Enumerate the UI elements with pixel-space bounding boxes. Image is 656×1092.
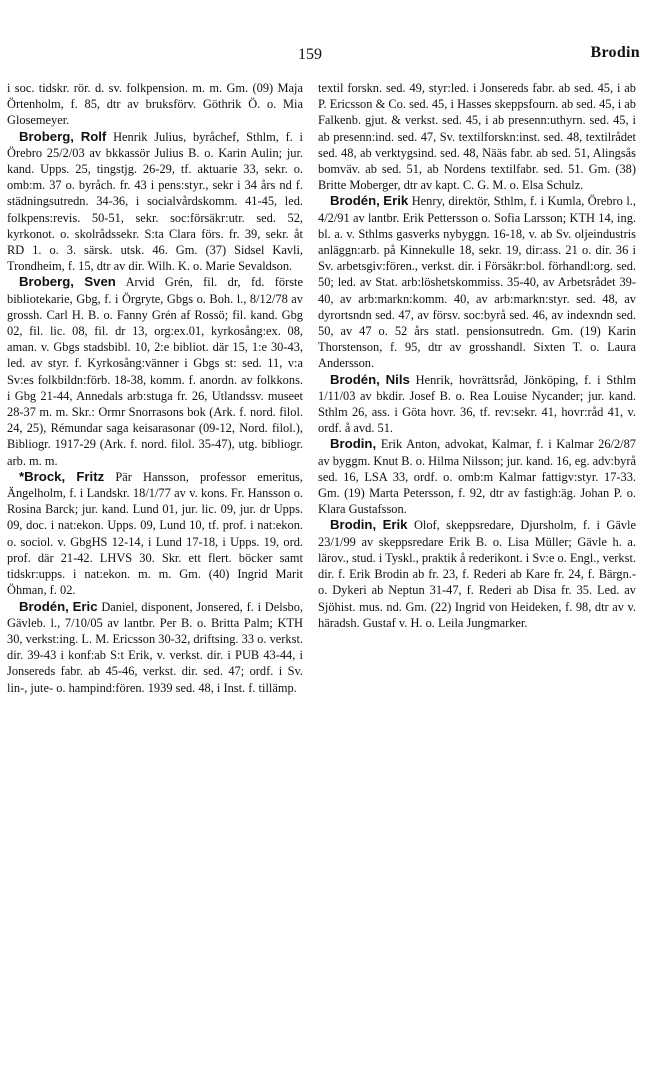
entry-given-name: Eric: [72, 598, 98, 614]
entry-given-name: Sven: [84, 274, 116, 290]
entry-text: Henry, direktör, Sthlm, f. i Kumla, Örebro l., 4/2/91 av lantbr. Erik Pettersson o. Sofia Larsson; KTH 14, ing. bl. a. v. Sthlms gasverks nybyggn. 16-18, v. ab Sv. oljeindustris anläggn:arb. på Kinnekulle 18, sekr. 19, dir:ass. 21 o. dir. 36 i Sv. arbetsgiv:fören., verkst. dir. i Försäkr:bol. förhandl:org. sed. 50; led. av Stat. arb:löshetskommiss. 35-40, av Arbetsrådet 39-40, av arb:markn:komm. 40, av arb:markn:styr. sed. 48, av dyrortsndn sed. 47, av försv. soc:byrå sed. 46, av indexndn sed. 50, av 47 o. 52 års statl. pensionsutredn. Gm. (19) Karin Thorstenson, f. 95, dtr av grosshandl. Sixten T. o. Laura Andersson.: [318, 194, 636, 371]
biography-entry: [7, 599, 303, 696]
entry-text: Erik Anton, advokat, Kalmar, f. i Kalmar 26/2/87 av byggm. Knut B. o. Hilma Nilsson; jur. kand. 16, eg. adv:byrå sed. 16, LSA 33, ordf. o. omb:m Kalmar fattigv:styr. 17-33. Gm. (19) Marta Petersson, f. 92, dtr av fastigh:äg. Johan P. o. Klara Gustafsson.: [318, 437, 636, 517]
biography-entry: [7, 469, 303, 599]
biography-entry: [7, 274, 303, 468]
biography-entry: [318, 372, 636, 437]
entry-surname: Brodén,: [19, 598, 69, 614]
entry-text: Daniel, disponent, Jonsered, f. i Delsbo, Gävleb. l., 7/10/05 av lantbr. Per B. o. Britta Palm; KTH 30, verkst:ing. L. M. Ericsson 30-32, driftsing. 33 o. verkst. dir. 39-43 i konf:ab S:t Erik, v. verkst. dir. i PUB 43-44, i Jonsereds fabr. ab 45-46, verkst. dir. sed. 47; ordf. i Sv. lin-, jute- o. hampind:fören. 1939 sed. 48, i Inst. f. tillämp.: [7, 599, 303, 695]
entry-given-name: Fritz: [76, 468, 105, 484]
entry-given-name: Erik: [383, 193, 409, 209]
entry-surname: Broberg,: [19, 274, 74, 290]
entry-surname: Brodén,: [330, 193, 380, 209]
entry-text: Henrik Julius, byråchef, Sthlm, f. i Örebro 25/2/03 av bkkassör Julius B. o. Karin Aulin; jur. kand. Upps. 25, tingstjg. 26-29, tf. aktuarie 33, sekr. o. omb:m. 37 o. byråch. fr. 43 i pens:styr., sekr i 34 års nd f. städningsutredn. 34-36, i socialvårdskomm. 41-45, led. folkpens:revis. 50-51, sekr. soc:försäkr:utr. sed. 52, kyrkonot. o. skolrådssekr. S:ta Clara förs. fr. 39, sekr. åt RD 1. o. 3. särsk. utsk. 46. Gm. (37) Sidsel Kavli, Trondheim, f. 15, dtr av dir. Wilh. K. o. Marie Sevaldson.: [7, 129, 303, 274]
entry-text: textil forskn. sed. 49, styr:led. i Jonsereds fabr. ab sed. 45, i ab P. Ericsson & Co. sed. 45, i Hasses skeppsfourn. ab sed. 45, i ab Falkenb. gjut. & verkst. sed. 45, i ab presenn:uthyrn. sed. 45, i ab presenn:ind. sed. 47, Sv. textilforskn:inst. sed. 48, textilrådet sed. 48, ab verktygsind. sed. 48, Nääs fabr. ab sed. 51, Alingsås bomväv. ab sed. 51, ab Nordens textilfabr. sed. 51. Gm. (38) Britte Moberger, dtr av kapt. C. G. M. o. Elsa Schulz.: [318, 81, 636, 193]
right-column: [318, 80, 636, 631]
left-column: [7, 80, 303, 696]
entry-text: Olof, skeppsredare, Djursholm, f. i Gävle 23/1/99 av skeppsredare Erik B. o. Lisa Müller; Gävle h. a. lärov., stud. i Tyskl., praktik å rederikont. i Sv:e o. Engl., verkst. dir. f. Erik Brodin ab fr. 23, f. Rederi ab Kare fr. 24, f. Bärgn.- o. Dykeri ab Neptun 31-47, f. Rederi ab Disa fr. 35. Led. av Sjöhist. mus. nd. Gm. (22) Ingrid von Heideken, f. 98, dtr av v. häradsh. Gustaf v. H. o. Leila Jungmarker.: [318, 518, 636, 630]
page-header: [0, 44, 656, 68]
biography-entry: [7, 129, 303, 275]
entry-continuation: [318, 80, 636, 193]
entry-surname: *Brock,: [19, 468, 66, 484]
entry-text: Pär Hansson, professor emeritus, Ängelholm, f. i Landskr. 18/1/77 av v. kons. Fr. Hansson o. Rosina Barck; jur. kand. Lund 01, jur. lic. 09, jur. dr Upps. 09, doc. i nat:ekon. Upps. 09, Lund 10, tf. prof. i nat:ekon. o. sociol. v. GbgHS 12-14, i Lund 17-18, i Upps. 19, ord. prof. där 21-42. LHVS 30. Skr. ett flert. böcker samt tidskr:upps. i nat:ekon. m. m. Gm. (40) Ingrid Marit Öhman, f. 02.: [7, 469, 303, 598]
entry-given-name: Nils: [385, 371, 410, 387]
biography-entry: [318, 193, 636, 371]
running-head: Brodin: [590, 44, 640, 61]
biography-entry: [318, 517, 636, 630]
page-number: 159: [298, 46, 322, 63]
entry-surname: Broberg,: [19, 128, 74, 144]
entry-text: Henrik, hovrättsråd, Jönköping, f. i Sthlm 1/11/03 av bkdir. Josef B. o. Rea Louise Nycander; jur. kand. Sthlm 26, ass. i Göta hovr. 36, tf. rev:sekr. 41, hovr:råd 41, v. ordf. å avd. 51.: [318, 372, 636, 436]
entry-surname: Brodin,: [330, 517, 377, 533]
entry-given-name: Erik: [382, 517, 408, 533]
entry-continuation: [7, 80, 303, 129]
entry-text: i soc. tidskr. rör. d. sv. folkpension. m. m. Gm. (09) Maja Örtenholm, f. 85, dtr av bruksförv. Göthrik Ö. o. Mia Glosemeyer.: [7, 81, 303, 128]
biography-entry: [318, 436, 636, 517]
entry-surname: Brodin,: [330, 436, 377, 452]
entry-given-name: Rolf: [80, 128, 107, 144]
entry-text: Arvid Grén, fil. dr, fd. förste bibliotekarie, Gbg, f. i Örgryte, Gbgs o. Boh. l., 8/12/78 av grossh. Carl H. B. o. Fanny Grén af Rossö; fil. kand. Gbg 02, fil. lic. 08, fil. dr 13, org:ex.01, kyrkosång:ex. 08, aman. v. Gbgs stadsbibl. 10, 2:e bibliot. där 15, 1:e 30-43, led. av styr. f. Kyrkosång:vänner i Gbgs st: sed. 11, v:a Sv:es folkbildn:förb. 18-38, komm. f. anordn. av folkkons. i Gbg 21-44, Annedals arb:stuga fr. 26, Utlandssv. museet 28-37 m. m. Skr.: Ormr Snorrasons bok (Ark. f. nord. filol. 24, 25), Rémundar saga keisarasonar (09-12, Nord. filol.), Bibliogr. 1917-29 (Ark. f. nord. filol. 35-47), utg. bibliogr. arb. m. m.: [7, 275, 303, 468]
entry-surname: Brodén,: [330, 371, 380, 387]
